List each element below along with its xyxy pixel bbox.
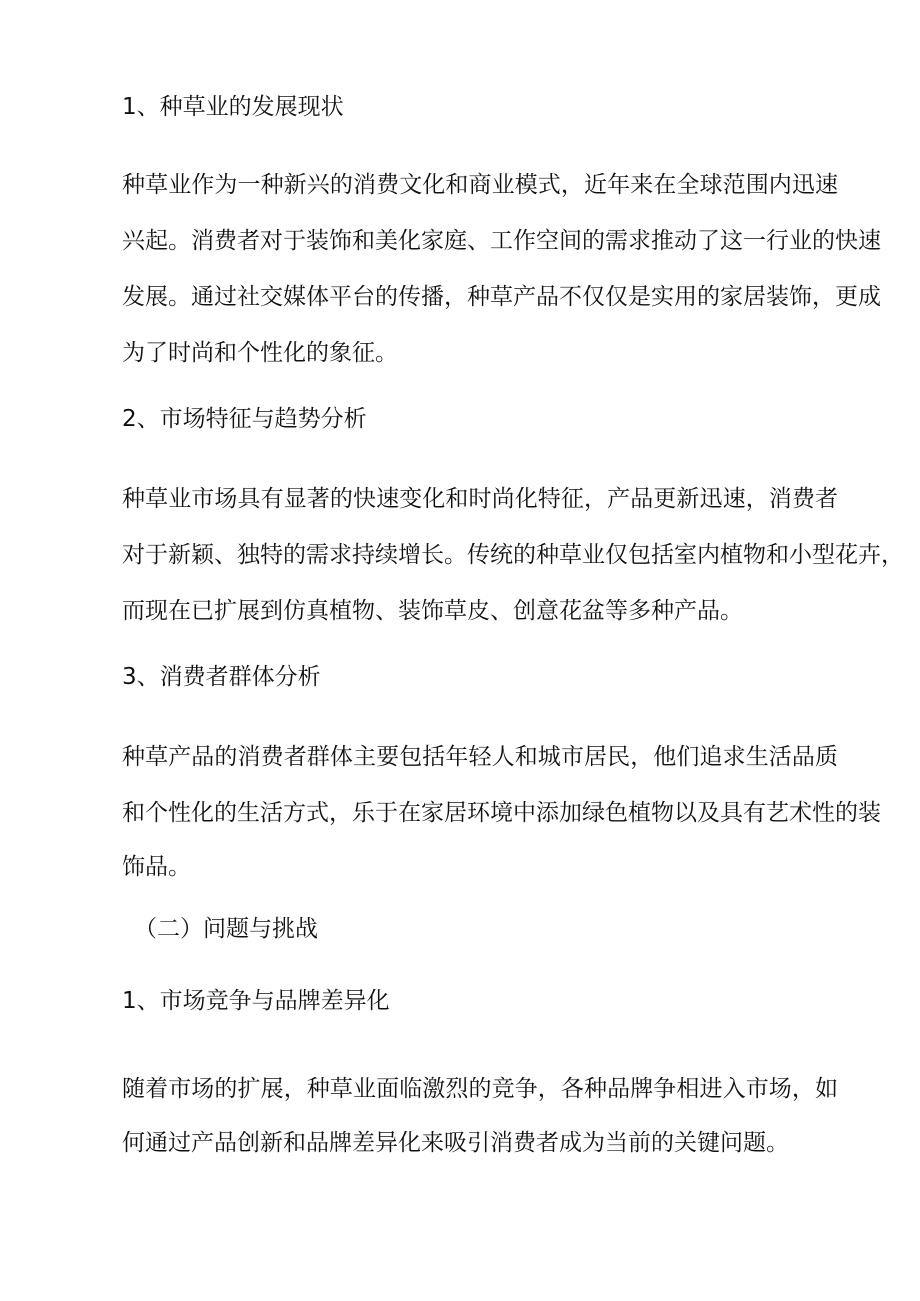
paragraph-line: 兴起。消费者对于装饰和美化家庭、工作空间的需求推动了这一行业的快速 <box>122 228 881 254</box>
paragraph-line: 饰品。 <box>122 854 191 880</box>
paragraph-line: 种草业作为一种新兴的消费文化和商业模式，近年来在全球范围内迅速 <box>122 172 838 198</box>
paragraph-line: 随着市场的扩展，种草业面临激烈的竞争，各种品牌争相进入市场，如 <box>122 1076 838 1102</box>
paragraph-line: 对于新颖、独特的需求持续增长。传统的种草业仅包括室内植物和小型花卉， <box>122 542 904 568</box>
paragraph-line: 何通过产品创新和品牌差异化来吸引消费者成为当前的关键问题。 <box>122 1130 789 1156</box>
paragraph-line: 而现在已扩展到仿真植物、装饰草皮、创意花盆等多种产品。 <box>122 598 743 624</box>
paragraph-line: 种草业市场具有显著的快速变化和时尚化特征，产品更新迅速，消费者 <box>122 486 838 512</box>
paragraph-line: 和个性化的生活方式，乐于在家居环境中添加绿色植物以及具有艺术性的装 <box>122 800 881 826</box>
paragraph-line: 种草产品的消费者群体主要包括年轻人和城市居民，他们追求生活品质 <box>122 744 838 770</box>
paragraph-line: 为了时尚和个性化的象征。 <box>122 340 398 366</box>
section-heading: 1、市场竞争与品牌差异化 <box>122 988 390 1014</box>
section-heading: 2、市场特征与趋势分析 <box>122 406 367 432</box>
section-heading: 1、种草业的发展现状 <box>122 94 344 120</box>
paragraph-line: 发展。通过社交媒体平台的传播，种草产品不仅仅是实用的家居装饰，更成 <box>122 284 881 310</box>
subsection-heading: （二）问题与挑战 <box>134 916 318 942</box>
section-heading: 3、消费者群体分析 <box>122 664 321 690</box>
